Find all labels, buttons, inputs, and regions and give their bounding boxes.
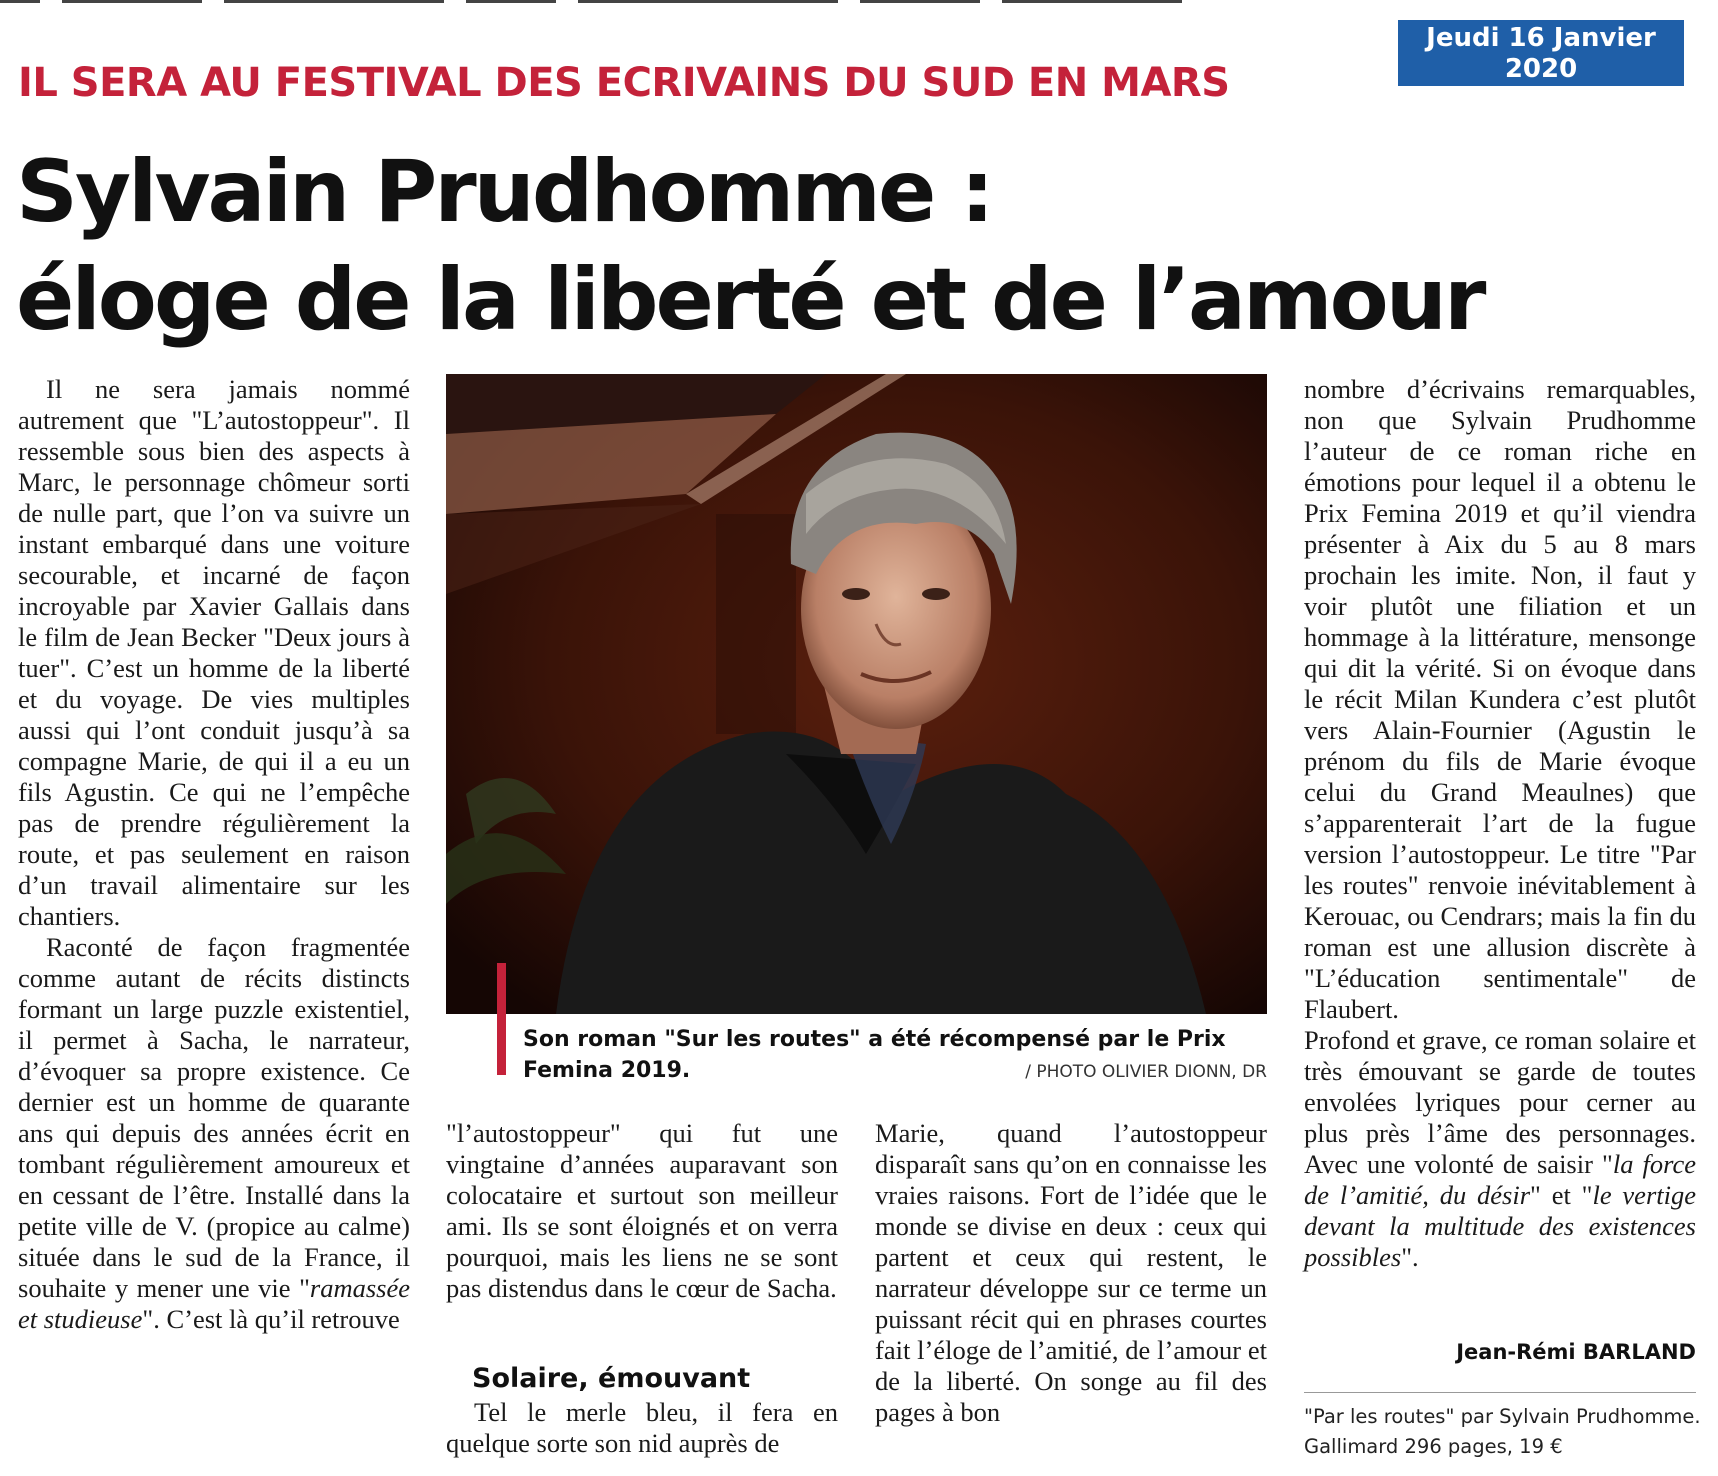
caption-accent-bar [497, 963, 506, 1075]
newspaper-date-box [1398, 20, 1711, 115]
photo-credit: / PHOTO OLIVIER DIONN, DR [1025, 1062, 1267, 1082]
book-info [1304, 1402, 1704, 1462]
section-subhead: Solaire, émouvant [472, 1363, 751, 1394]
quote-emphasis: la force de l’amitié, du désir [1304, 1149, 1696, 1210]
kicker-headline: IL SERA AU FESTIVAL DES ECRIVAINS DU SUD EN MARS [18, 60, 1230, 106]
book-info-divider [1304, 1392, 1696, 1393]
headline-line-1: Sylvain Prudhomme : [16, 142, 992, 242]
quote-emphasis: ramassée et studieuse [18, 1273, 410, 1334]
paragraph: Tel le merle bleu, il fera en quelque sorte son nid auprès de [446, 1397, 838, 1458]
paragraph: Profond et grave, ce roman solaire et très émouvant se garde de toutes envolées lyriques pour cerner au plus près l’âme des personnages. Avec une volonté de saisir "la force de l’amitié, du désir" et "le vertige devant la multitude des existences possibles". [1304, 1025, 1696, 1272]
author-photo [446, 374, 1267, 1014]
paragraph: Raconté de façon fragmentée comme autant de récits distincts formant un large puzzle existentiel, il permet à Sacha, le narrateur, d’évoquer sa propre existence. Ce dernier est un homme de quarante ans qui depuis des années écrit en tombant régulièrement amoureux et en cessant de l’être. Installé dans la petite ville de V. (propice au calme) située dans le sud de la France, il souhaite y mener une vie "ramassée et studieuse". C’est là qu’il retrouve [18, 932, 410, 1334]
paragraph: "l’autostoppeur" qui fut une vingtaine d’années auparavant son colocataire et surtout son meilleur ami. Ils se sont éloignés et on verra pourquoi, mais les liens ne se sont pas distendus dans le cœur de Sacha. [446, 1118, 838, 1303]
paragraph: nombre d’écrivains remarquables, non que Sylvain Prudhomme l’auteur de ce roman riche en émotions pour lequel il a obtenu le Prix Femina 2019 et qu’il viendra présenter à Aix du 5 au 8 mars prochain les imite. Non, il faut y voir plutôt une filiation et un hommage à la littérature, mensonge qui dit la vérité. Si on évoque dans le récit Milan Kundera c’est plutôt vers Alain-Fournier (Agustin le prénom du fils de Marie évoque celui du Grand Meaulnes) que s’apparenterait l’art de la fugue version l’autostoppeur. Le titre "Par les routes" renvoie inévitablement à Kerouac, ou Cendrars; mais la fin du roman est une allusion discrète à "L’éducation sentimentale" de Flaubert. [1304, 374, 1696, 1024]
issue-date: Jeudi 16 Janvier 2020 [1426, 23, 1656, 84]
article-column-2-continued [446, 1397, 838, 1459]
paragraph: Il ne sera jamais nommé autrement que "L’autostoppeur". Il ressemble sous bien des aspects à Marc, le personnage chômeur sorti de nulle part, que l’on va suivre un instant embarqué dans une voiture secourable, et incarné de façon incroyable par Xavier Gallais dans le film de Jean Becker "Deux jours à tuer". C’est un homme de la liberté et du voyage. De vies multiples aussi qui l’ont conduit jusqu’à sa compagne Marie, de qui il a eu un fils Agustin. Ce qui ne l’empêche pas de prendre régulièrement la route, et pas seulement en raison d’un travail alimentaire sur les chantiers. [18, 374, 410, 931]
quote-emphasis: le vertige devant la multitude des existences possibles [1304, 1180, 1696, 1272]
article-column-4 [1304, 374, 1696, 1273]
website-url: www.laprovence.com [1398, 85, 1711, 115]
author-byline: Jean-Rémi BARLAND [1456, 1340, 1696, 1364]
previous-article-edge [0, 0, 1300, 6]
article-column-1 [18, 374, 410, 1335]
article-column-3 [875, 1118, 1267, 1428]
book-publisher-line: Gallimard 296 pages, 19 € [1304, 1435, 1563, 1458]
book-title-line: "Par les routes" par Sylvain Prudhomme. [1304, 1405, 1701, 1428]
paragraph: Marie, quand l’autostoppeur disparaît sans qu’on en connaisse les vraies raisons. Fort de l’idée que le monde se divise en deux : ceux qui partent et ceux qui restent, le narrateur développe sur ce terme un puissant récit qui en phrases courtes fait l’éloge de l’amitié, de l’amour et de la liberté. On songe au fil des pages à bon [875, 1118, 1267, 1427]
photo-caption: Son roman "Sur les routes" a été récompensé par le Prix Femina 2019. [523, 1027, 1226, 1083]
article-column-2 [446, 1118, 838, 1304]
main-headline [16, 138, 1483, 354]
headline-line-2: éloge de la liberté et de l’amour [16, 250, 1484, 350]
